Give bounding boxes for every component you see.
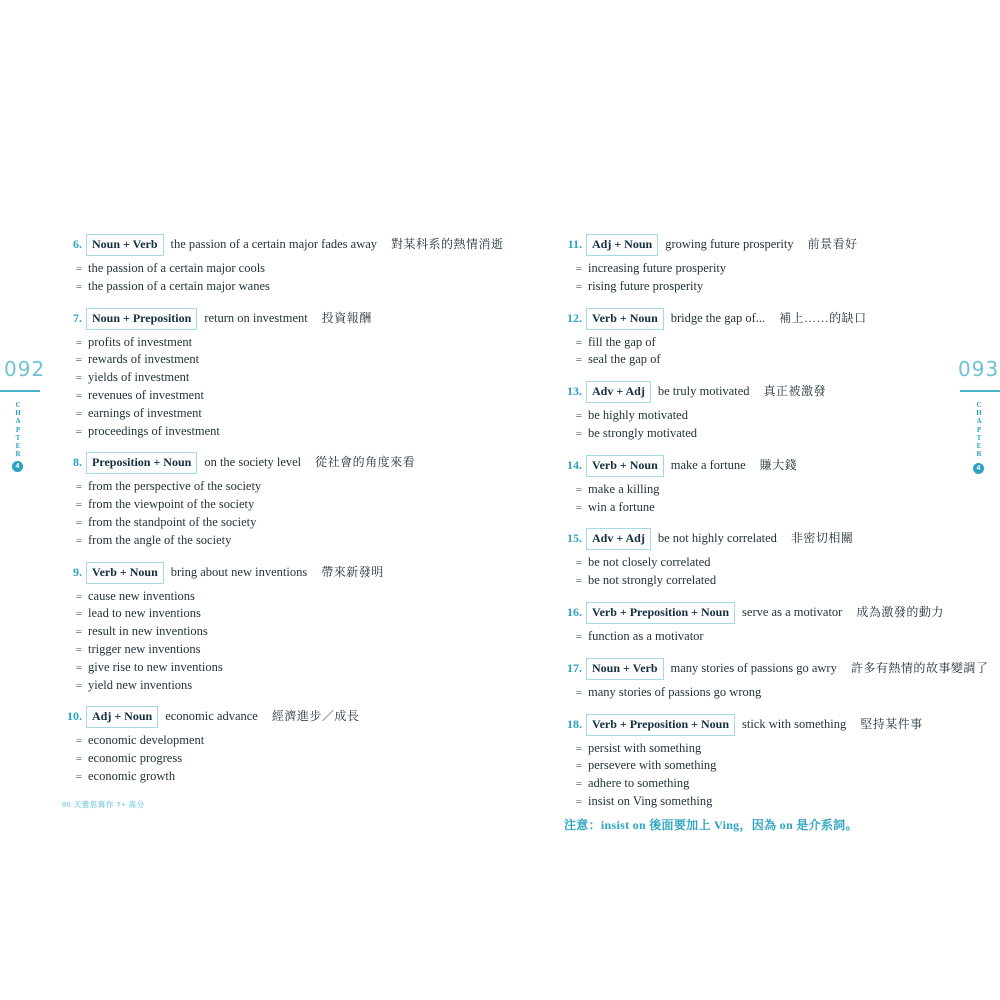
synonym-text: insist on Ving something	[588, 793, 713, 808]
usage-note: 注意：insist on 後面要加上 Ving，因為 on 是介系詞。	[564, 817, 858, 832]
equals-marker: =	[575, 263, 582, 275]
synonym-text: seal the gap of	[588, 352, 661, 367]
synonym-line	[64, 423, 514, 441]
chapter-label-left	[12, 401, 24, 458]
synonym-text: adhere to something	[588, 776, 690, 791]
item-header	[64, 562, 514, 584]
chapter-number-badge-right: 4	[973, 463, 984, 474]
equals-marker: =	[75, 679, 82, 692]
pattern-box: Adv + Adj	[586, 381, 651, 403]
chapter-number-badge-left: 4	[12, 461, 23, 472]
equals-marker: =	[575, 354, 582, 367]
synonym-text: economic growth	[88, 768, 176, 783]
synonym-text: result in new inventions	[88, 624, 208, 639]
synonym-text: function as a motivator	[588, 628, 704, 643]
item-phrase: bridge the gap of...	[670, 310, 766, 325]
synonym-text: economic development	[88, 733, 205, 748]
equals-marker: =	[75, 425, 82, 438]
item-number: 18.	[567, 716, 582, 731]
synonym-line	[64, 478, 514, 496]
synonym-line	[564, 684, 1000, 702]
synonym-text: the passion of a certain major wanes	[88, 278, 270, 293]
chapter-letter: A	[976, 417, 982, 426]
synonym-line	[564, 572, 1000, 590]
equals-marker: =	[575, 410, 582, 423]
item-header	[564, 658, 1000, 680]
collocation-item	[64, 234, 514, 296]
item-translation: 真正被激發	[763, 384, 827, 399]
item-header	[564, 234, 1000, 256]
chapter-letter: R	[15, 450, 21, 459]
item-number: 10.	[67, 709, 82, 724]
synonym-text: rising future prosperity	[588, 278, 704, 293]
item-number: 9.	[73, 564, 82, 579]
synonym-line	[64, 641, 514, 659]
chapter-letter: A	[15, 417, 21, 426]
synonym-line	[64, 496, 514, 514]
item-translation: 帶來新發明	[321, 564, 384, 579]
item-phrase: on the society level	[204, 455, 302, 470]
synonym-text: be not closely correlated	[588, 555, 711, 570]
synonym-line	[64, 387, 514, 405]
synonym-line	[564, 278, 1000, 296]
item-translation: 補上……的缺口	[779, 310, 867, 325]
pattern-box: Adj + Noun	[586, 234, 658, 256]
collocation-item	[64, 452, 514, 549]
item-header	[564, 381, 1000, 403]
synonym-line	[564, 481, 1000, 499]
pattern-box: Noun + Verb	[586, 658, 664, 680]
item-header	[64, 234, 514, 256]
synonym-line	[64, 405, 514, 423]
collocation-item	[64, 562, 514, 695]
equals-marker: =	[75, 590, 82, 603]
synonym-text: profits of investment	[88, 334, 193, 349]
item-header	[564, 602, 1000, 624]
page-number-left: 092	[4, 357, 46, 381]
chapter-letter: C	[976, 401, 982, 409]
item-translation: 對某科系的熱情消逝	[391, 237, 504, 251]
collocation-item	[564, 234, 1000, 296]
item-translation: 經濟進步／成長	[271, 709, 360, 724]
collocation-item	[564, 455, 1000, 517]
synonym-line	[64, 588, 514, 606]
equals-marker: =	[75, 263, 82, 275]
synonym-text: yield new inventions	[88, 677, 193, 692]
equals-marker: =	[75, 389, 82, 402]
item-phrase: be truly motivated	[657, 384, 750, 399]
item-phrase: the passion of a certain major fades away	[170, 237, 378, 251]
equals-marker: =	[575, 795, 582, 808]
equals-marker: =	[75, 516, 82, 529]
synonym-text: cause new inventions	[88, 588, 195, 603]
synonym-text: trigger new inventions	[88, 641, 201, 656]
synonym-line	[64, 514, 514, 532]
equals-marker: =	[75, 499, 82, 512]
synonym-text: rewards of investment	[88, 352, 200, 367]
equals-marker: =	[75, 354, 82, 367]
synonym-line	[564, 351, 1000, 369]
synonym-text: yields of investment	[88, 370, 190, 385]
synonym-text: earnings of investment	[88, 405, 202, 420]
chapter-letter: E	[15, 442, 21, 451]
collocation-item	[564, 658, 1000, 702]
item-translation: 投資報酬	[321, 310, 372, 325]
synonym-line	[564, 740, 1000, 758]
chapter-letter: T	[15, 433, 21, 442]
synonym-text: make a killing	[588, 481, 660, 496]
item-phrase: growing future prosperity	[665, 237, 794, 251]
item-translation: 成為激發的動力	[856, 604, 944, 619]
item-phrase: make a fortune	[670, 457, 746, 472]
pattern-box: Noun + Verb	[86, 234, 164, 256]
equals-marker: =	[575, 778, 582, 791]
synonym-line	[564, 260, 1000, 278]
synonym-text: fill the gap of	[588, 334, 656, 349]
page-rule-left	[0, 390, 40, 392]
item-translation: 非密切相關	[790, 531, 854, 546]
item-phrase: bring about new inventions	[170, 564, 308, 579]
equals-marker: =	[575, 427, 582, 440]
equals-marker: =	[575, 686, 582, 699]
synonym-line	[564, 628, 1000, 646]
item-number: 11.	[567, 237, 582, 251]
pattern-box: Adv + Adj	[586, 528, 651, 550]
chapter-letter: R	[976, 450, 982, 459]
synonym-text: the passion of a certain major cools	[88, 261, 266, 275]
synonym-text: win a fortune	[588, 499, 655, 514]
equals-marker: =	[575, 575, 582, 588]
chapter-letter: H	[976, 409, 982, 418]
pattern-box: Verb + Noun	[586, 455, 664, 477]
item-header	[564, 455, 1000, 477]
synonym-line	[564, 425, 1000, 443]
synonym-line	[564, 407, 1000, 425]
item-translation: 賺大錢	[759, 457, 798, 472]
synonym-text: from the angle of the society	[88, 532, 232, 547]
chapter-letter: E	[976, 442, 982, 451]
synonym-text: increasing future prosperity	[588, 261, 727, 275]
item-number: 7.	[73, 310, 82, 325]
pattern-box: Preposition + Noun	[86, 452, 197, 474]
left-page-content	[64, 234, 514, 798]
item-number: 12.	[567, 310, 582, 325]
collocation-item	[64, 706, 514, 785]
item-phrase: return on investment	[204, 310, 308, 325]
synonym-text: proceedings of investment	[88, 423, 220, 438]
chapter-letter: H	[15, 409, 21, 418]
synonym-text: give rise to new inventions	[88, 659, 223, 674]
equals-marker: =	[575, 630, 582, 643]
synonym-line	[64, 369, 514, 387]
pattern-box: Noun + Preposition	[86, 308, 197, 330]
synonym-line	[64, 623, 514, 641]
synonym-line	[64, 351, 514, 369]
synonym-text: from the viewpoint of the society	[88, 497, 255, 512]
item-number: 15.	[567, 531, 582, 546]
chapter-letter: P	[15, 425, 21, 434]
synonym-line	[64, 732, 514, 750]
collocation-item	[564, 528, 1000, 590]
equals-marker: =	[575, 483, 582, 496]
synonym-text: be not strongly correlated	[588, 573, 717, 588]
item-number: 13.	[567, 384, 582, 399]
synonym-line	[564, 757, 1000, 775]
right-page-content	[564, 234, 1000, 845]
item-phrase: stick with something	[742, 716, 847, 731]
item-phrase: many stories of passions go awry	[670, 660, 837, 675]
item-header	[564, 528, 1000, 550]
pattern-box: Verb + Noun	[586, 308, 664, 330]
pattern-box: Verb + Preposition + Noun	[586, 714, 735, 736]
item-number: 8.	[73, 455, 82, 470]
item-header	[64, 308, 514, 330]
synonym-line	[564, 499, 1000, 517]
chapter-letter: C	[15, 401, 21, 409]
chapter-letter: P	[976, 425, 982, 434]
synonym-line	[64, 677, 514, 695]
collocation-item	[564, 602, 1000, 646]
synonym-text: be highly motivated	[588, 408, 688, 423]
synonym-line	[64, 605, 514, 623]
item-translation: 從社會的角度來看	[315, 455, 416, 470]
equals-marker: =	[575, 760, 582, 773]
synonym-text: lead to new inventions	[88, 606, 201, 621]
synonym-line	[64, 278, 514, 296]
equals-marker: =	[75, 280, 82, 293]
equals-marker: =	[575, 280, 582, 293]
collocation-item	[564, 714, 1000, 833]
item-number: 14.	[567, 457, 582, 472]
synonym-line	[64, 659, 514, 677]
synonym-text: be strongly motivated	[588, 425, 698, 440]
equals-marker: =	[575, 501, 582, 514]
equals-marker: =	[75, 643, 82, 656]
synonym-text: persist with something	[588, 740, 702, 755]
equals-marker: =	[75, 735, 82, 748]
collocation-item	[64, 308, 514, 441]
equals-marker: =	[575, 742, 582, 755]
synonym-text: economic progress	[88, 751, 183, 766]
equals-marker: =	[75, 661, 82, 674]
page-number-right: 093	[958, 357, 1000, 381]
pattern-box: Adj + Noun	[86, 706, 158, 728]
pattern-box: Verb + Preposition + Noun	[586, 602, 735, 624]
equals-marker: =	[75, 372, 82, 385]
book-title-footer: 90 天雅思寫作 7+ 高分	[62, 800, 145, 809]
synonym-text: from the standpoint of the society	[88, 514, 257, 529]
synonym-line	[64, 532, 514, 550]
equals-marker: =	[75, 534, 82, 547]
synonym-line	[64, 260, 514, 278]
equals-marker: =	[575, 557, 582, 570]
equals-marker: =	[75, 608, 82, 621]
item-number: 17.	[567, 660, 582, 675]
item-header	[64, 452, 514, 474]
synonym-line	[564, 775, 1000, 793]
synonym-line	[64, 768, 514, 786]
synonym-text: from the perspective of the society	[88, 479, 262, 494]
item-header	[64, 706, 514, 728]
item-phrase: economic advance	[165, 709, 258, 724]
equals-marker: =	[575, 336, 582, 349]
pattern-box: Verb + Noun	[86, 562, 164, 584]
item-translation: 前景看好	[807, 237, 858, 251]
item-phrase: be not highly correlated	[657, 531, 777, 546]
equals-marker: =	[75, 770, 82, 783]
item-translation: 堅持某件事	[860, 716, 923, 731]
synonym-text: many stories of passions go wrong	[588, 684, 762, 699]
item-header	[564, 714, 1000, 736]
synonym-text: revenues of investment	[88, 387, 204, 402]
equals-marker: =	[75, 407, 82, 420]
equals-marker: =	[75, 626, 82, 639]
item-number: 16.	[567, 604, 582, 619]
collocation-item	[564, 381, 1000, 443]
item-phrase: serve as a motivator	[742, 604, 843, 619]
equals-marker: =	[75, 481, 82, 494]
item-number: 6.	[73, 237, 82, 251]
synonym-line	[564, 793, 1000, 811]
synonym-line	[564, 334, 1000, 352]
collocation-item	[564, 308, 1000, 370]
synonym-line	[64, 750, 514, 768]
item-header	[564, 308, 1000, 330]
equals-marker: =	[75, 336, 82, 349]
synonym-line	[564, 554, 1000, 572]
synonym-line	[64, 334, 514, 352]
chapter-letter: T	[976, 433, 982, 442]
synonym-text: persevere with something	[588, 758, 717, 773]
item-translation: 許多有熱情的故事變調了	[850, 660, 989, 675]
equals-marker: =	[75, 753, 82, 766]
